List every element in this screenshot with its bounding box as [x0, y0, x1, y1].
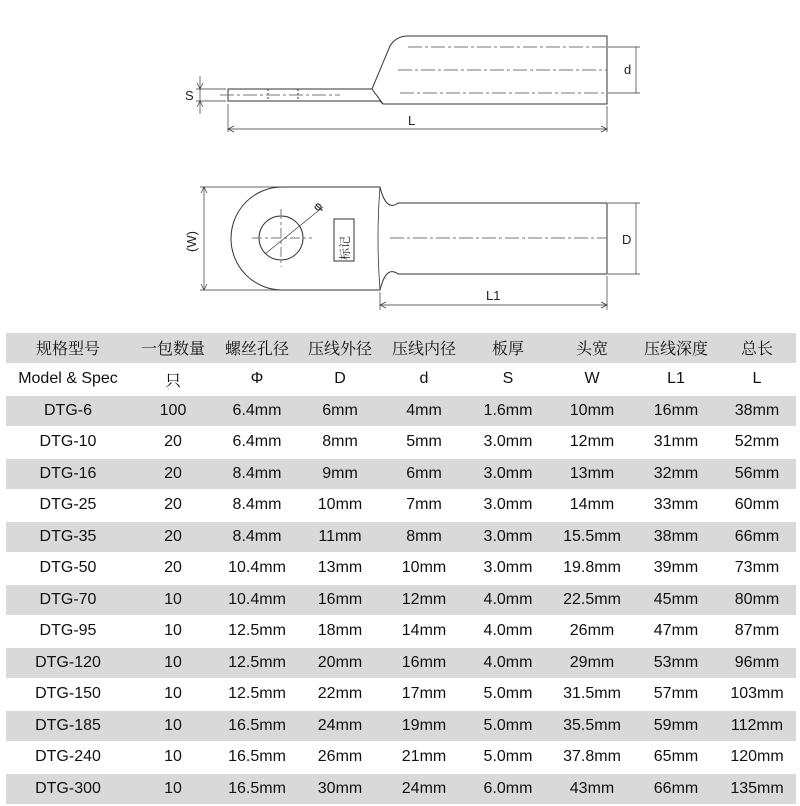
table-cell: 5.0mm	[466, 710, 550, 742]
table-cell: 18mm	[298, 616, 382, 648]
table-cell: 9mm	[298, 458, 382, 490]
table-row	[6, 553, 796, 585]
table-cell: DTG-50	[6, 553, 130, 585]
table-cell: 17mm	[382, 679, 466, 711]
spec-table-body	[6, 333, 796, 805]
table-cell: 16.5mm	[216, 773, 298, 805]
table-cell: DTG-120	[6, 647, 130, 679]
top-phi-label: φ	[309, 198, 326, 214]
table-cell: 16mm	[634, 395, 718, 427]
table-cell: DTG-10	[6, 427, 130, 459]
table-cell: 10	[130, 647, 216, 679]
header-row-en	[6, 364, 796, 396]
table-cell: 螺丝孔径	[216, 333, 298, 364]
table-cell: 26mm	[298, 742, 382, 774]
table-cell: 96mm	[718, 647, 796, 679]
side-d-label: d	[624, 62, 632, 77]
table-cell: 12mm	[550, 427, 634, 459]
table-cell: 20	[130, 521, 216, 553]
table-cell: 37.8mm	[550, 742, 634, 774]
table-cell: 8mm	[298, 427, 382, 459]
table-cell: 只	[130, 364, 216, 396]
table-row	[6, 710, 796, 742]
table-cell: 24mm	[298, 710, 382, 742]
side-l-label: L	[408, 113, 416, 128]
table-cell: 10.4mm	[216, 584, 298, 616]
table-cell: 31.5mm	[550, 679, 634, 711]
table-cell: 10	[130, 710, 216, 742]
table-cell: 31mm	[634, 427, 718, 459]
table-cell: 6.4mm	[216, 395, 298, 427]
table-cell: 87mm	[718, 616, 796, 648]
table-cell: D	[298, 364, 382, 396]
side-view-bend-line	[372, 89, 383, 104]
table-cell: 12.5mm	[216, 616, 298, 648]
table-cell: d	[382, 364, 466, 396]
table-cell: 56mm	[718, 458, 796, 490]
table-cell: 10mm	[298, 490, 382, 522]
table-cell: 16.5mm	[216, 742, 298, 774]
table-cell: DTG-240	[6, 742, 130, 774]
table-cell: 19.8mm	[550, 553, 634, 585]
table-cell: 3.0mm	[466, 553, 550, 585]
table-cell: 32mm	[634, 458, 718, 490]
table-row	[6, 521, 796, 553]
table-cell: 35.5mm	[550, 710, 634, 742]
table-cell: 22mm	[298, 679, 382, 711]
table-cell: 13mm	[298, 553, 382, 585]
table-cell: 45mm	[634, 584, 718, 616]
header-row-cn	[6, 333, 796, 364]
table-cell: 135mm	[718, 773, 796, 805]
table-cell: 14mm	[382, 616, 466, 648]
spec-table	[6, 333, 796, 806]
table-cell: 20mm	[298, 647, 382, 679]
table-row	[6, 427, 796, 459]
table-cell: 60mm	[718, 490, 796, 522]
table-cell: 66mm	[718, 521, 796, 553]
table-cell: DTG-300	[6, 773, 130, 805]
table-cell: 8.4mm	[216, 458, 298, 490]
table-cell: 112mm	[718, 710, 796, 742]
top-view	[200, 187, 640, 310]
table-cell: 103mm	[718, 679, 796, 711]
side-view	[196, 36, 640, 132]
table-cell: DTG-25	[6, 490, 130, 522]
table-row	[6, 490, 796, 522]
table-row	[6, 742, 796, 774]
table-cell: DTG-150	[6, 679, 130, 711]
table-cell: 38mm	[634, 521, 718, 553]
table-cell: 头宽	[550, 333, 634, 364]
table-cell: 10	[130, 773, 216, 805]
table-cell: Φ	[216, 364, 298, 396]
table-cell: 12.5mm	[216, 647, 298, 679]
top-mark-label: 标记	[338, 235, 352, 260]
table-cell: 一包数量	[130, 333, 216, 364]
table-row	[6, 679, 796, 711]
table-cell: L	[718, 364, 796, 396]
table-cell: 1.6mm	[466, 395, 550, 427]
table-cell: 53mm	[634, 647, 718, 679]
table-cell: 5.0mm	[466, 742, 550, 774]
table-cell: 3.0mm	[466, 458, 550, 490]
table-cell: 11mm	[298, 521, 382, 553]
table-cell: L1	[634, 364, 718, 396]
table-cell: 4mm	[382, 395, 466, 427]
table-row	[6, 616, 796, 648]
table-cell: DTG-6	[6, 395, 130, 427]
table-cell: 22.5mm	[550, 584, 634, 616]
table-cell: 20	[130, 427, 216, 459]
table-cell: 14mm	[550, 490, 634, 522]
table-cell: 29mm	[550, 647, 634, 679]
table-cell: 板厚	[466, 333, 550, 364]
table-row	[6, 647, 796, 679]
top-w-label: (W)	[184, 231, 199, 252]
table-cell: 10mm	[382, 553, 466, 585]
table-cell: 12.5mm	[216, 679, 298, 711]
table-cell: 3.0mm	[466, 521, 550, 553]
table-cell: 5mm	[382, 427, 466, 459]
table-cell: 10	[130, 679, 216, 711]
table-cell: 13mm	[550, 458, 634, 490]
table-cell: DTG-16	[6, 458, 130, 490]
table-cell: 47mm	[634, 616, 718, 648]
table-cell: 20	[130, 553, 216, 585]
table-cell: 20	[130, 458, 216, 490]
table-cell: 20	[130, 490, 216, 522]
table-cell: 19mm	[382, 710, 466, 742]
top-d-label: D	[622, 232, 632, 247]
table-cell: 10mm	[550, 395, 634, 427]
table-cell: 73mm	[718, 553, 796, 585]
table-cell: 120mm	[718, 742, 796, 774]
table-cell: 4.0mm	[466, 584, 550, 616]
table-cell: 16mm	[298, 584, 382, 616]
table-cell: 65mm	[634, 742, 718, 774]
top-view-barrel-arc	[378, 187, 380, 290]
table-cell: 66mm	[634, 773, 718, 805]
side-s-label: S	[185, 88, 194, 103]
top-l1-label: L1	[486, 288, 501, 303]
table-cell: 压线深度	[634, 333, 718, 364]
table-cell: 8mm	[382, 521, 466, 553]
table-cell: 21mm	[382, 742, 466, 774]
table-cell: 16mm	[382, 647, 466, 679]
table-cell: 6mm	[382, 458, 466, 490]
table-cell: 压线外径	[298, 333, 382, 364]
table-cell: 10.4mm	[216, 553, 298, 585]
table-cell: 57mm	[634, 679, 718, 711]
table-cell: 12mm	[382, 584, 466, 616]
table-row	[6, 458, 796, 490]
table-cell: 39mm	[634, 553, 718, 585]
table-cell: 10	[130, 742, 216, 774]
table-cell: 6mm	[298, 395, 382, 427]
table-cell: DTG-95	[6, 616, 130, 648]
table-cell: 10	[130, 584, 216, 616]
table-cell: 规格型号	[6, 333, 130, 364]
table-cell: 15.5mm	[550, 521, 634, 553]
table-cell: 100	[130, 395, 216, 427]
table-cell: 压线内径	[382, 333, 466, 364]
table-cell: 16.5mm	[216, 710, 298, 742]
table-cell: 3.0mm	[466, 490, 550, 522]
table-cell: 30mm	[298, 773, 382, 805]
table-cell: 7mm	[382, 490, 466, 522]
table-cell: 4.0mm	[466, 616, 550, 648]
table-cell: Model & Spec	[6, 364, 130, 396]
table-cell: 6.0mm	[466, 773, 550, 805]
table-cell: DTG-70	[6, 584, 130, 616]
table-cell: DTG-35	[6, 521, 130, 553]
table-cell: 38mm	[718, 395, 796, 427]
table-cell: 3.0mm	[466, 427, 550, 459]
table-cell: 8.4mm	[216, 490, 298, 522]
table-cell: 8.4mm	[216, 521, 298, 553]
table-cell: S	[466, 364, 550, 396]
table-cell: 43mm	[550, 773, 634, 805]
table-cell: 59mm	[634, 710, 718, 742]
table-cell: 26mm	[550, 616, 634, 648]
table-cell: W	[550, 364, 634, 396]
table-cell: 总长	[718, 333, 796, 364]
table-cell: 52mm	[718, 427, 796, 459]
table-cell: 24mm	[382, 773, 466, 805]
table-cell: 4.0mm	[466, 647, 550, 679]
table-cell: 6.4mm	[216, 427, 298, 459]
table-cell: 5.0mm	[466, 679, 550, 711]
cable-lug-technical-drawing	[0, 0, 800, 330]
table-cell: DTG-185	[6, 710, 130, 742]
table-cell: 33mm	[634, 490, 718, 522]
table-row	[6, 395, 796, 427]
table-cell: 80mm	[718, 584, 796, 616]
table-row	[6, 584, 796, 616]
table-cell: 10	[130, 616, 216, 648]
